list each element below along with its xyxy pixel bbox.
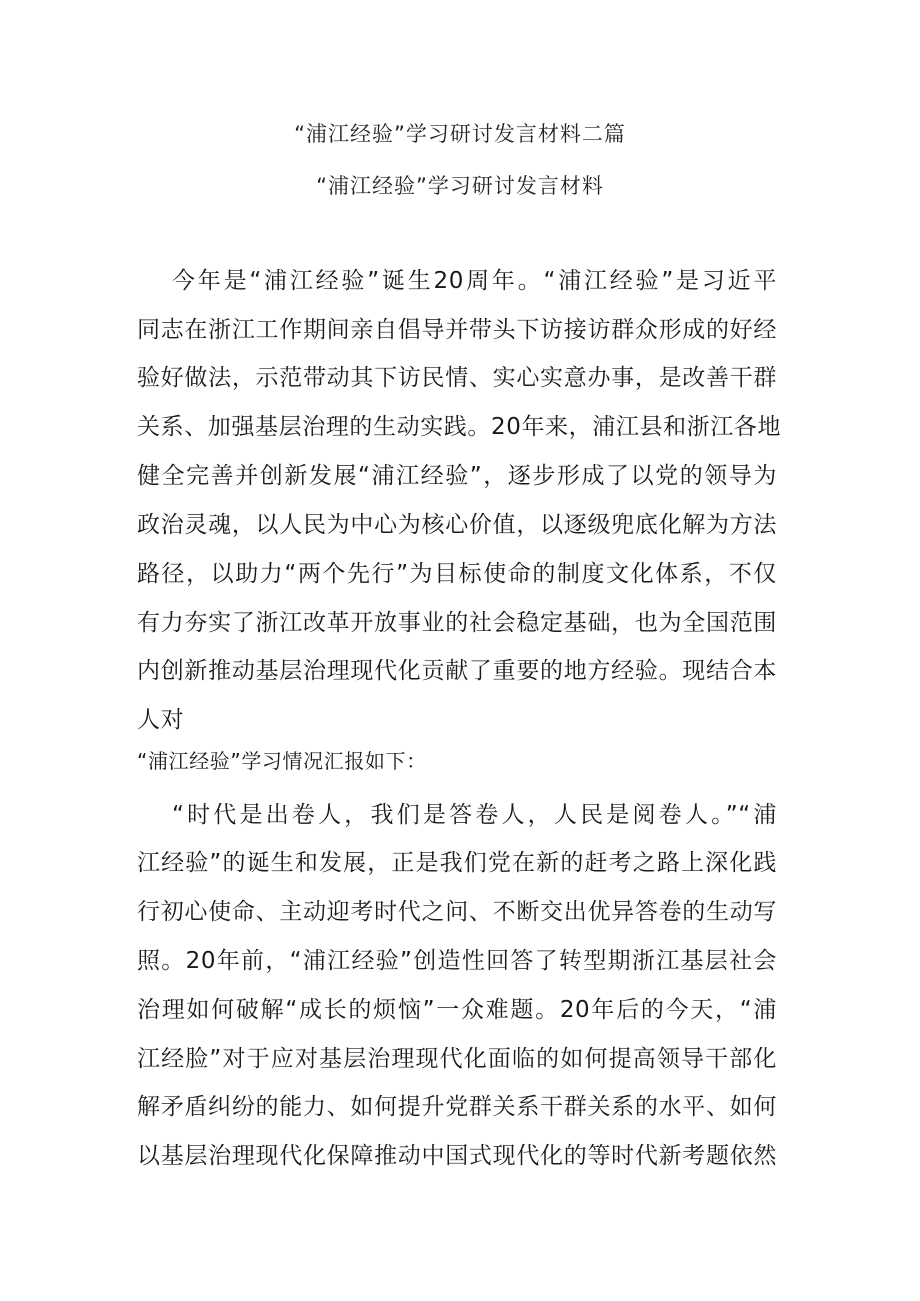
paragraph-line: 同志在浙江工作期间亲自倡导并带头下访接访群众形成的好经 — [137, 317, 777, 343]
paragraph-line: 政治灵魂，以人民为中心为核心价值，以逐级兜底化解为方法 — [137, 512, 777, 538]
paragraph-line: 今年是“浦江经验”诞生20周年。“浦江经验”是习近平 — [172, 268, 777, 294]
paragraph-line: 照。20年前，“浦江经验”创造性回答了转型期浙江基层社会 — [137, 948, 777, 974]
paragraph-line: 以基层治理现代化保障推动中国式现代化的等时代新考题依然 — [137, 1143, 777, 1169]
paragraph-line: 人对 — [137, 707, 185, 733]
paragraph-line: 健全完善并创新发展“浦江经验”，逐步形成了以党的领导为 — [137, 463, 777, 489]
paragraph-line: 江经脸”对于应对基层治理现代化面临的如何提高领导干部化 — [137, 1046, 777, 1072]
document-subtitle: “浦江经验”学习研讨发言材料 — [316, 174, 604, 198]
paragraph-line: 路径，以助力“两个先行”为目标使命的制度文化体系，不仅 — [137, 561, 777, 587]
paragraph-line: 验好做法，示范带动其下访民情、实心实意办事，是改善干群 — [137, 365, 777, 391]
paragraph-line: “浦江经验”学习情况汇报如下： — [137, 749, 427, 773]
paragraph-line: 有力夯实了浙江改革开放事业的社会稳定基础，也为全国范围 — [137, 610, 777, 636]
paragraph-line: 江经验”的诞生和发展，正是我们党在新的赶考之路上深化践 — [137, 850, 777, 876]
paragraph-line: 治理如何破解“成长的烦恼”一众难题。20年后的今天，“浦 — [137, 997, 777, 1023]
paragraph-line: 行初心使命、主动迎考时代之问、不断交出优异答卷的生动写 — [137, 899, 777, 925]
paragraph-line: 解矛盾纠纷的能力、如何提升党群关系干群关系的水平、如何 — [137, 1094, 777, 1120]
document-title: “浦江经验”学习研讨发言材料二篇 — [294, 122, 626, 146]
paragraph-line: “时代是出卷人，我们是答卷人，人民是阅卷人。”“浦 — [172, 802, 777, 828]
paragraph-line: 内创新推动基层治理现代化贡献了重要的地方经验。现结合本 — [137, 658, 777, 684]
paragraph-line: 关系、加强基层治理的生动实践。20年来，浦江县和浙江各地 — [137, 414, 782, 440]
